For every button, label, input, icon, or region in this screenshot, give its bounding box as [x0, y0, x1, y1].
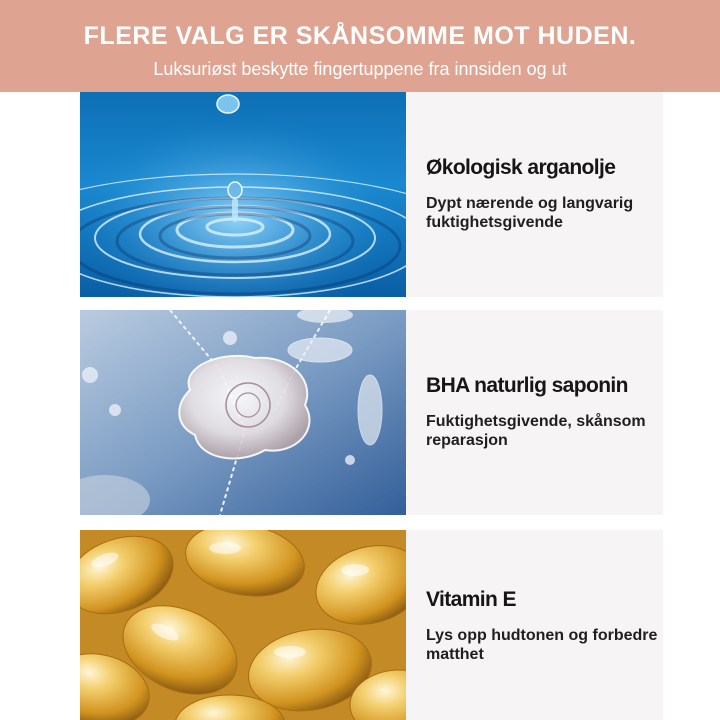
water-droplet-ripple-photo	[80, 92, 406, 297]
ingredient-title: BHA naturlig saponin	[426, 374, 628, 397]
ingredient-text	[426, 374, 666, 450]
vitamin-e-capsules-photo	[80, 530, 406, 720]
ingredient-card-vitamin-e	[80, 530, 663, 720]
ingredient-description: Dypt nærende og langvarig fuktighetsgivende	[426, 195, 634, 231]
ingredient-card-argan-oil	[80, 92, 663, 297]
ingredient-description: Lys opp hudtonen og forbedre matthet	[426, 627, 658, 663]
ingredient-text	[426, 156, 666, 232]
ingredient-title: Vitamin E	[426, 588, 516, 611]
banner-subtitle: Luksuriøst beskytte fingertuppene fra innsiden og ut	[153, 59, 567, 79]
banner-title: FLERE VALG ER SKÅNSOMME MOT HUDEN.	[83, 22, 637, 50]
header-banner	[0, 0, 720, 92]
moisture-crystal-droplets-photo	[80, 310, 406, 515]
ingredient-card-bha-saponin	[80, 310, 663, 515]
ingredient-title: Økologisk arganolje	[426, 156, 616, 179]
ingredient-text	[426, 588, 666, 664]
ingredient-description: Fuktighetsgivende, skånsom reparasjon	[426, 413, 646, 449]
